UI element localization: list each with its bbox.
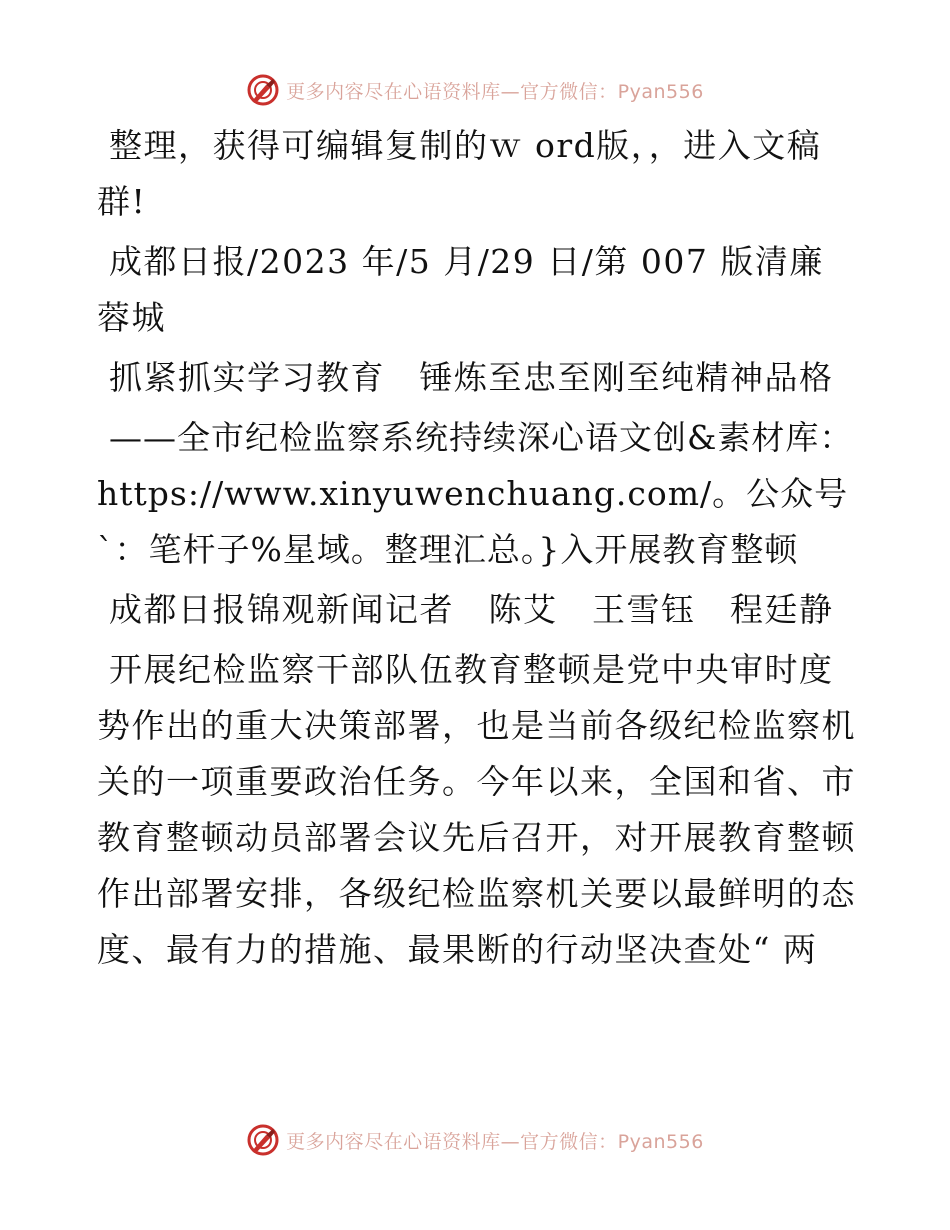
pen-circle-logo-icon <box>246 73 280 107</box>
paragraph-source: 成都日报/2023 年/5 月/29 日/第 007 版清廉蓉城 <box>97 242 824 337</box>
watermark-text: 更多内容尽在心语资料库—官方微信：Pyan556 <box>286 1130 704 1153</box>
footer-watermark-banner <box>0 1120 950 1160</box>
watermark-account: Pyan556 <box>617 1130 704 1153</box>
header-watermark-banner <box>0 70 950 110</box>
article-title: 抓紧抓实学习教育 锤炼至忠至刚至纯精神品格 <box>109 358 834 397</box>
article-byline: 成都日报锦观新闻记者 陈艾 王雪钰 程廷静 <box>109 590 834 629</box>
watermark-text: 更多内容尽在心语资料库—官方微信：Pyan556 <box>286 80 704 103</box>
article-subtitle: ——全市纪检监察系统持续深心语文创&素材库：https://www.xinyuwenchuang.com/。公众号`：笔杆子%星域。整理汇总。}入开展教育整顿 <box>97 418 854 569</box>
pen-circle-logo-icon <box>246 1123 280 1157</box>
paragraph-body: 开展纪检监察干部队伍教育整顿是党中央审时度势作出的重大决策部署，也是当前各级纪检监察机关的一项重要政治任务。今年以来，全国和省、市教育整顿动员部署会议先后召开，对开展教育整顿作出部署安排，各级纪检监察机关要以最鲜明的态度、最有力的措施、最果断的行动坚决查处“ 两 <box>97 650 856 969</box>
paragraph-intro: 整理，获得可编辑复制的ｗ ord版，，进入文稿群! <box>97 126 822 221</box>
document-body <box>97 118 857 982</box>
watermark-account: Pyan556 <box>617 80 704 103</box>
